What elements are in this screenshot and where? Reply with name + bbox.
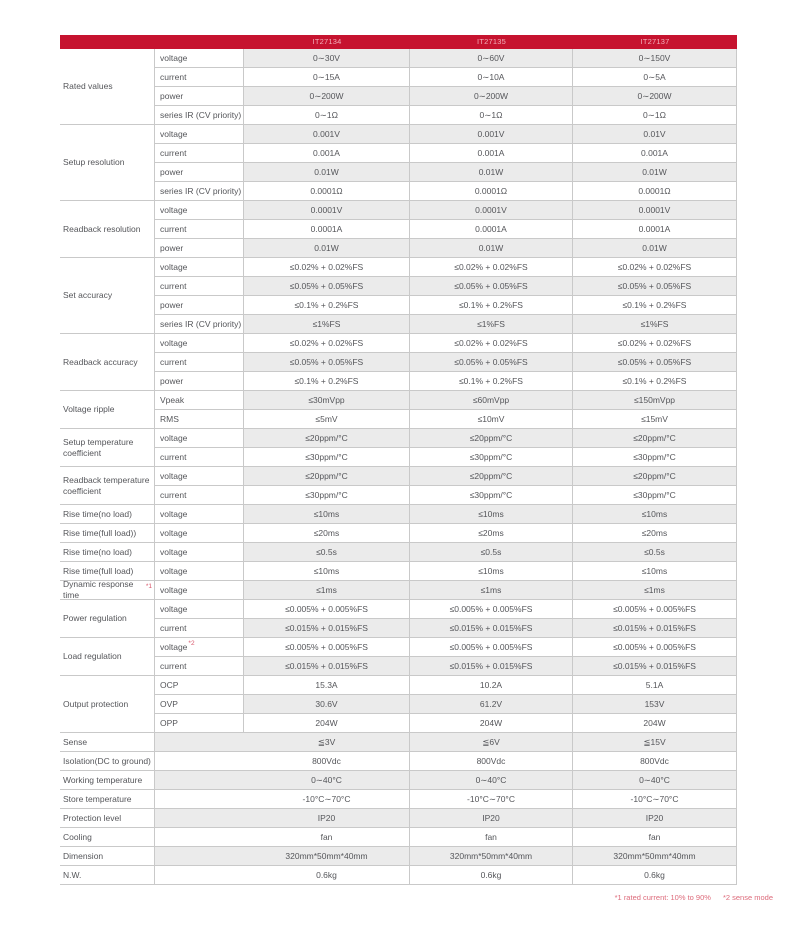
value-cell: 15.3A xyxy=(244,676,410,695)
value-cell: 5.1A xyxy=(573,676,737,695)
value-cell: ≤0.005% + 0.005%FS xyxy=(244,600,410,619)
category-cell: Load regulation xyxy=(60,638,155,676)
param-cell: voltage xyxy=(155,581,244,600)
value-cell: ≤10mV xyxy=(410,410,573,429)
param-cell: voltage xyxy=(155,524,244,543)
value-cell: ≤20ppm/°C xyxy=(410,429,573,448)
value-cell: ≤1%FS xyxy=(573,315,737,334)
category-cell: Isolation(DC to ground) xyxy=(60,752,155,771)
value-cell: 800Vdc xyxy=(573,752,737,771)
value-cell: ≤0.05% + 0.05%FS xyxy=(410,353,573,372)
value-cell: ≤30ppm/°C xyxy=(410,486,573,505)
category-cell: Dynamic response time *1 xyxy=(60,581,155,600)
value-cell: ≤30ppm/°C xyxy=(573,448,737,467)
value-cell: ≤0.005% + 0.005%FS xyxy=(573,600,737,619)
param-cell: power xyxy=(155,296,244,315)
value-cell: ≤20ppm/°C xyxy=(410,467,573,486)
category-cell: Cooling xyxy=(60,828,155,847)
value-cell: ≦15V xyxy=(573,733,737,752)
value-cell: -10°C∼70°C xyxy=(410,790,573,809)
value-cell: ≤10ms xyxy=(244,562,410,581)
param-cell: voltage *2 xyxy=(155,638,244,657)
value-cell: ≤0.005% + 0.005%FS xyxy=(573,638,737,657)
category-cell: Protection level xyxy=(60,809,155,828)
param-cell: current xyxy=(155,68,244,87)
param-cell: Vpeak xyxy=(155,391,244,410)
value-cell: ≤1%FS xyxy=(244,315,410,334)
value-cell: 0.0001A xyxy=(410,220,573,239)
value-cell: 0.0001Ω xyxy=(573,182,737,201)
value-cell: ≤30mVpp xyxy=(244,391,410,410)
category-cell: Setup resolution xyxy=(60,125,155,201)
category-cell: Working temperature xyxy=(60,771,155,790)
param-cell: voltage xyxy=(155,49,244,68)
value-cell: 0∼150V xyxy=(573,49,737,68)
value-cell: ≤0.5s xyxy=(573,543,737,562)
value-cell: 0∼30V xyxy=(244,49,410,68)
param-cell: OVP xyxy=(155,695,244,714)
value-cell: ≤0.015% + 0.015%FS xyxy=(573,619,737,638)
value-cell: 0∼10A xyxy=(410,68,573,87)
model-header: IT27137 xyxy=(573,35,737,49)
value-cell: ≤0.005% + 0.005%FS xyxy=(244,638,410,657)
value-cell: ≤20ms xyxy=(410,524,573,543)
value-cell: ≤1%FS xyxy=(410,315,573,334)
value-cell: 0∼200W xyxy=(573,87,737,106)
category-cell: Power regulation xyxy=(60,600,155,638)
value-cell: 0.001A xyxy=(573,144,737,163)
value-cell: ≤0.02% + 0.02%FS xyxy=(410,258,573,277)
value-cell: 0∼200W xyxy=(410,87,573,106)
value-cell: 0.01V xyxy=(573,125,737,144)
value-cell: IP20 xyxy=(573,809,737,828)
value-cell: ≤0.02% + 0.02%FS xyxy=(244,334,410,353)
value-cell: 320mm*50mm*40mm xyxy=(573,847,737,866)
value-cell: ≤0.02% + 0.02%FS xyxy=(244,258,410,277)
value-cell: -10°C∼70°C xyxy=(155,790,410,809)
value-cell: 0.01W xyxy=(244,163,410,182)
value-cell: ≤0.1% + 0.2%FS xyxy=(244,372,410,391)
param-cell: RMS xyxy=(155,410,244,429)
value-cell: ≤0.1% + 0.2%FS xyxy=(410,296,573,315)
value-cell: ≤60mVpp xyxy=(410,391,573,410)
value-cell: -10°C∼70°C xyxy=(573,790,737,809)
category-cell: Rise time(no load) xyxy=(60,505,155,524)
value-cell: 61.2V xyxy=(410,695,573,714)
value-cell: ≤20ms xyxy=(573,524,737,543)
value-cell: 0∼1Ω xyxy=(573,106,737,125)
param-cell: OCP xyxy=(155,676,244,695)
value-cell: ≤10ms xyxy=(573,562,737,581)
value-cell: ≤0.015% + 0.015%FS xyxy=(410,619,573,638)
param-cell: voltage xyxy=(155,201,244,220)
value-cell: 0∼40°C xyxy=(410,771,573,790)
param-cell: OPP xyxy=(155,714,244,733)
category-cell: Readback accuracy xyxy=(60,334,155,391)
param-cell: current xyxy=(155,448,244,467)
value-cell: ≤0.02% + 0.02%FS xyxy=(410,334,573,353)
param-cell: voltage xyxy=(155,505,244,524)
value-cell: 0.001V xyxy=(410,125,573,144)
param-cell: series IR (CV priority) xyxy=(155,106,244,125)
category-cell: Setup temperature coefficient xyxy=(60,429,155,467)
value-cell: 0.001A xyxy=(410,144,573,163)
value-cell: ≤0.015% + 0.015%FS xyxy=(244,657,410,676)
value-cell: fan xyxy=(410,828,573,847)
value-cell: ≤0.015% + 0.015%FS xyxy=(410,657,573,676)
value-cell: ≤0.1% + 0.2%FS xyxy=(573,296,737,315)
value-cell: ≤0.05% + 0.05%FS xyxy=(410,277,573,296)
value-cell: 0.0001Ω xyxy=(410,182,573,201)
value-cell: ≤0.05% + 0.05%FS xyxy=(244,353,410,372)
value-cell: ≤0.05% + 0.05%FS xyxy=(244,277,410,296)
value-cell: ≤30ppm/°C xyxy=(573,486,737,505)
value-cell: 0∼200W xyxy=(244,87,410,106)
value-cell: ≤0.015% + 0.015%FS xyxy=(244,619,410,638)
value-cell: 0.01W xyxy=(573,163,737,182)
value-cell: 0.0001A xyxy=(244,220,410,239)
value-cell: IP20 xyxy=(155,809,410,828)
value-cell: ≤15mV xyxy=(573,410,737,429)
value-cell: 0.01W xyxy=(410,163,573,182)
category-cell: Voltage ripple xyxy=(60,391,155,429)
value-cell: 0.0001Ω xyxy=(244,182,410,201)
param-cell: voltage xyxy=(155,258,244,277)
value-cell: 0.001A xyxy=(244,144,410,163)
value-cell: 0.0001V xyxy=(410,201,573,220)
param-cell: voltage xyxy=(155,562,244,581)
value-cell: 0.6kg xyxy=(573,866,737,885)
value-cell: ≤20ppm/°C xyxy=(244,467,410,486)
value-cell: ≤0.05% + 0.05%FS xyxy=(573,353,737,372)
value-cell: 0∼40°C xyxy=(573,771,737,790)
value-cell: 0∼5A xyxy=(573,68,737,87)
value-cell: 0.6kg xyxy=(155,866,410,885)
value-cell: ≤0.005% + 0.005%FS xyxy=(410,638,573,657)
value-cell: 0.01W xyxy=(410,239,573,258)
param-cell: voltage xyxy=(155,467,244,486)
value-cell: ≤0.1% + 0.2%FS xyxy=(410,372,573,391)
value-cell: ≤30ppm/°C xyxy=(244,486,410,505)
value-cell: 800Vdc xyxy=(155,752,410,771)
value-cell: ≤10ms xyxy=(244,505,410,524)
value-cell: 0∼15A xyxy=(244,68,410,87)
category-cell: Rise time(full load) xyxy=(60,562,155,581)
category-cell: Rise time(full load)) xyxy=(60,524,155,543)
value-cell: ≤1ms xyxy=(410,581,573,600)
value-cell: 0∼1Ω xyxy=(410,106,573,125)
value-cell: 10.2A xyxy=(410,676,573,695)
value-cell: ≤0.5s xyxy=(410,543,573,562)
category-cell: Readback resolution xyxy=(60,201,155,258)
value-cell: ≤20ms xyxy=(244,524,410,543)
value-cell: 0∼40°C xyxy=(155,771,410,790)
model-header: IT27135 xyxy=(410,35,573,49)
value-cell: ≤0.015% + 0.015%FS xyxy=(573,657,737,676)
param-cell: voltage xyxy=(155,543,244,562)
value-cell: 30.6V xyxy=(244,695,410,714)
param-cell: current xyxy=(155,353,244,372)
value-cell: 0∼60V xyxy=(410,49,573,68)
category-cell: Dimension xyxy=(60,847,155,866)
value-cell: 0.6kg xyxy=(410,866,573,885)
value-cell: ≤20ppm/°C xyxy=(244,429,410,448)
param-cell: power xyxy=(155,87,244,106)
footnote-sense-mode: *2 sense mode xyxy=(722,893,773,902)
value-cell: 0.01W xyxy=(244,239,410,258)
param-cell: power xyxy=(155,372,244,391)
param-cell: current xyxy=(155,277,244,296)
param-cell: series IR (CV priority) xyxy=(155,182,244,201)
spec-table xyxy=(60,35,737,885)
value-cell: ≤0.1% + 0.2%FS xyxy=(244,296,410,315)
header-spacer xyxy=(155,35,244,49)
category-cell: Readback temperature coefficient xyxy=(60,467,155,505)
value-cell: ≤30ppm/°C xyxy=(410,448,573,467)
value-cell: ≤10ms xyxy=(410,505,573,524)
value-cell: ≦6V xyxy=(410,733,573,752)
param-cell: current xyxy=(155,619,244,638)
value-cell: 204W xyxy=(573,714,737,733)
value-cell: ≤0.02% + 0.02%FS xyxy=(573,258,737,277)
footnote-rated-current: *1 rated current: 10% to 90% xyxy=(614,893,711,902)
value-cell: ≤0.02% + 0.02%FS xyxy=(573,334,737,353)
value-cell: ≤10ms xyxy=(410,562,573,581)
param-cell: series IR (CV priority) xyxy=(155,315,244,334)
value-cell: ≤20ppm/°C xyxy=(573,467,737,486)
value-cell: ≤0.1% + 0.2%FS xyxy=(573,372,737,391)
value-cell: ≤10ms xyxy=(573,505,737,524)
value-cell: 0.01W xyxy=(573,239,737,258)
category-cell: Store temperature xyxy=(60,790,155,809)
param-cell: power xyxy=(155,239,244,258)
value-cell: ≤30ppm/°C xyxy=(244,448,410,467)
param-cell: voltage xyxy=(155,125,244,144)
value-cell: fan xyxy=(573,828,737,847)
value-cell: ≤1ms xyxy=(244,581,410,600)
value-cell: ≤1ms xyxy=(573,581,737,600)
param-cell: current xyxy=(155,486,244,505)
footnote-marker: *2 xyxy=(188,639,195,647)
value-cell: 204W xyxy=(410,714,573,733)
footnote xyxy=(615,893,773,902)
value-cell: ≤0.05% + 0.05%FS xyxy=(573,277,737,296)
category-cell: Output protection xyxy=(60,676,155,733)
category-cell: Rise time(no load) xyxy=(60,543,155,562)
value-cell: ≤0.005% + 0.005%FS xyxy=(410,600,573,619)
category-cell: Set accuracy xyxy=(60,258,155,334)
value-cell: ≤20ppm/°C xyxy=(573,429,737,448)
value-cell: ≤5mV xyxy=(244,410,410,429)
param-cell: current xyxy=(155,657,244,676)
footnote-marker: *1 xyxy=(145,582,152,590)
value-cell: 153V xyxy=(573,695,737,714)
model-header: IT27134 xyxy=(244,35,410,49)
value-cell: 204W xyxy=(244,714,410,733)
category-cell: Sense xyxy=(60,733,155,752)
value-cell: 0∼1Ω xyxy=(244,106,410,125)
category-cell: N.W. xyxy=(60,866,155,885)
value-cell: 0.0001V xyxy=(573,201,737,220)
value-cell: ≤150mVpp xyxy=(573,391,737,410)
param-cell: current xyxy=(155,220,244,239)
header-spacer xyxy=(60,35,155,49)
param-cell: voltage xyxy=(155,600,244,619)
value-cell: 320mm*50mm*40mm xyxy=(155,847,410,866)
param-cell: power xyxy=(155,163,244,182)
value-cell: 0.0001A xyxy=(573,220,737,239)
value-cell: 0.0001V xyxy=(244,201,410,220)
category-cell: Rated values xyxy=(60,49,155,125)
param-cell: voltage xyxy=(155,429,244,448)
value-cell: IP20 xyxy=(410,809,573,828)
value-cell: 0.001V xyxy=(244,125,410,144)
value-cell: 320mm*50mm*40mm xyxy=(410,847,573,866)
value-cell: ≦3V xyxy=(155,733,410,752)
value-cell: ≤0.5s xyxy=(244,543,410,562)
param-cell: current xyxy=(155,144,244,163)
param-cell: voltage xyxy=(155,334,244,353)
value-cell: fan xyxy=(155,828,410,847)
value-cell: 800Vdc xyxy=(410,752,573,771)
